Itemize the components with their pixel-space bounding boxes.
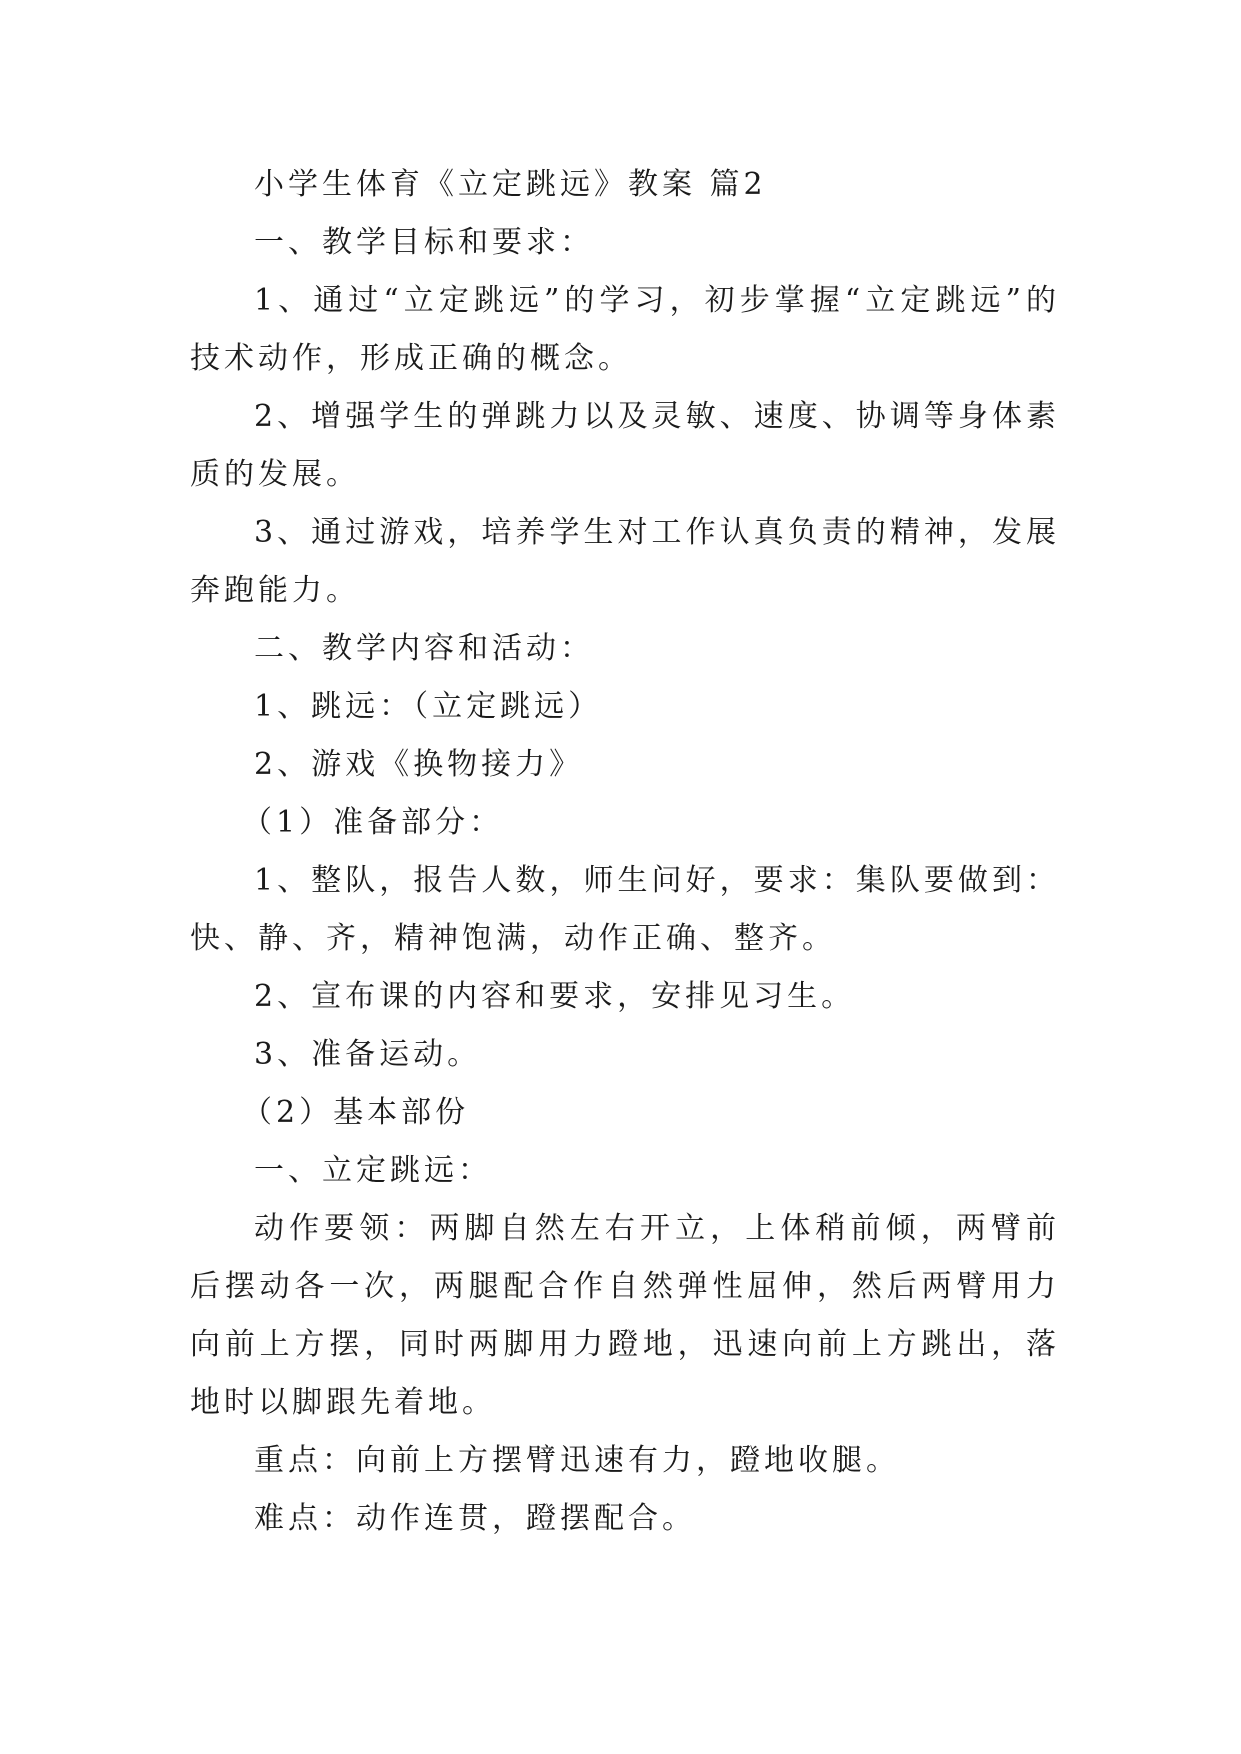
movement-essentials: 动作要领：两脚自然左右开立，上体稍前倾，两臂前后摆动各一次，两腿配合作自然弹性屈伸，然后两臂用力向前上方摆，同时两脚用力蹬地，迅速向前上方跳出，落地时以脚跟先着地。 bbox=[190, 1211, 1060, 1420]
objective-3: 3、通过游戏，培养学生对工作认真负责的精神，发展奔跑能力。 bbox=[190, 515, 1060, 608]
preparation-step-1: 1、整队，报告人数，师生问好，要求：集队要做到：快、静、齐，精神饱满，动作正确、整齐。 bbox=[190, 863, 1060, 956]
objective-2: 2、增强学生的弹跳力以及灵敏、速度、协调等身体素质的发展。 bbox=[190, 399, 1060, 492]
basic-heading-standing-jump: 一、立定跳远： bbox=[254, 1153, 492, 1188]
content-item-1: 1、跳远：（立定跳远） bbox=[254, 689, 603, 724]
content-item-2: 2、游戏《换物接力》 bbox=[254, 747, 584, 782]
key-point: 重点：向前上方摆臂迅速有力，蹬地收腿。 bbox=[254, 1443, 900, 1478]
document-body bbox=[190, 156, 1060, 1548]
section-heading-content: 二、教学内容和活动： bbox=[254, 631, 594, 666]
preparation-step-3: 3、准备运动。 bbox=[254, 1037, 482, 1072]
part-heading-basic: （2）基本部份 bbox=[242, 1095, 470, 1130]
section-heading-objectives: 一、教学目标和要求： bbox=[254, 225, 594, 260]
difficult-point: 难点：动作连贯，蹬摆配合。 bbox=[254, 1501, 696, 1536]
objective-1: 1、通过“立定跳远”的学习，初步掌握“立定跳远”的技术动作，形成正确的概念。 bbox=[190, 283, 1060, 376]
preparation-step-2: 2、宣布课的内容和要求，安排见习生。 bbox=[254, 979, 856, 1014]
part-heading-preparation: （1）准备部分： bbox=[242, 805, 504, 840]
lesson-title: 小学生体育《立定跳远》教案 篇2 bbox=[254, 167, 767, 202]
